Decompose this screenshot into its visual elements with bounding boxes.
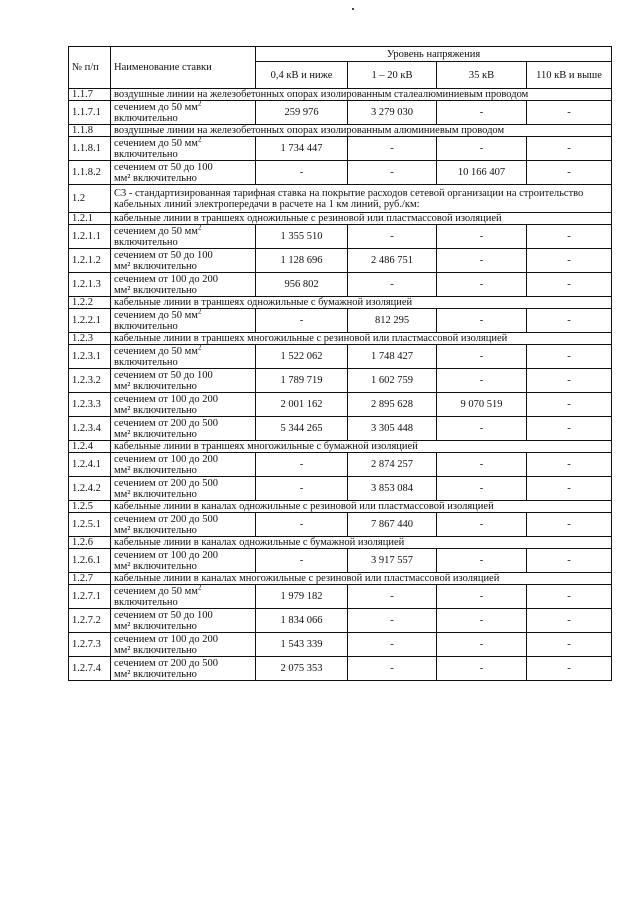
rate-value: 2 001 162 bbox=[256, 393, 348, 417]
rate-value: - bbox=[348, 633, 437, 657]
table-row bbox=[69, 513, 612, 537]
rate-value: - bbox=[256, 549, 348, 573]
rate-name-line2: включительно bbox=[114, 112, 178, 124]
row-number: 1.1.7.1 bbox=[69, 101, 111, 125]
rate-value: - bbox=[348, 273, 437, 297]
rate-value: 1 355 510 bbox=[256, 225, 348, 249]
rate-name-line2: включительно bbox=[114, 236, 178, 248]
rate-name bbox=[111, 417, 256, 441]
subsection-row bbox=[69, 297, 612, 309]
header-level-35kv: 35 кВ bbox=[437, 62, 527, 89]
rate-value: 812 295 bbox=[348, 309, 437, 333]
rate-value: 9 070 519 bbox=[437, 393, 527, 417]
rate-value: 5 344 265 bbox=[256, 417, 348, 441]
rate-name bbox=[111, 225, 256, 249]
table-row bbox=[69, 633, 612, 657]
header-voltage-group: Уровень напряжения bbox=[256, 47, 612, 62]
rate-name-line2: мм² включительно bbox=[114, 172, 197, 184]
rate-value: - bbox=[527, 101, 612, 125]
rate-value: - bbox=[256, 513, 348, 537]
rate-name-line2: мм² включительно bbox=[114, 668, 197, 680]
tariff-table bbox=[68, 46, 612, 681]
rate-name-line1: сечением от 100 до 200 bbox=[114, 549, 218, 561]
rate-value: 3 853 084 bbox=[348, 477, 437, 501]
rate-value: 2 486 751 bbox=[348, 249, 437, 273]
rate-name-line2: мм² включительно bbox=[114, 524, 197, 536]
rate-value: - bbox=[527, 609, 612, 633]
rate-value: 1 834 066 bbox=[256, 609, 348, 633]
rate-name bbox=[111, 657, 256, 681]
row-number: 1.2.7 bbox=[69, 573, 111, 585]
rate-value: - bbox=[527, 369, 612, 393]
rate-name-line1: сечением от 50 до 100 bbox=[114, 369, 213, 381]
rate-value: 2 895 628 bbox=[348, 393, 437, 417]
rate-value: - bbox=[348, 609, 437, 633]
section-title: кабельные линии в траншеях одножильные с бумажной изоляцией bbox=[111, 297, 612, 309]
subsection-row bbox=[69, 501, 612, 513]
rate-value: - bbox=[527, 513, 612, 537]
subsection-row bbox=[69, 537, 612, 549]
header-level-0-4kv: 0,4 кВ и ниже bbox=[256, 62, 348, 89]
table-row bbox=[69, 273, 612, 297]
rate-name-line2: включительно bbox=[114, 320, 178, 332]
row-number: 1.2.3.1 bbox=[69, 345, 111, 369]
table-row bbox=[69, 369, 612, 393]
rate-value: - bbox=[527, 417, 612, 441]
row-number: 1.2.4.1 bbox=[69, 453, 111, 477]
rate-name-line2: включительно bbox=[114, 148, 178, 160]
table-header bbox=[69, 47, 612, 89]
table-row bbox=[69, 393, 612, 417]
rate-value: - bbox=[256, 161, 348, 185]
rate-name-line2: мм² включительно bbox=[114, 620, 197, 632]
rate-name-line2: мм² включительно bbox=[114, 488, 197, 500]
table-row bbox=[69, 225, 612, 249]
rate-value: 1 522 062 bbox=[256, 345, 348, 369]
rate-value: 1 979 182 bbox=[256, 585, 348, 609]
rate-value: - bbox=[527, 585, 612, 609]
rate-value: - bbox=[437, 609, 527, 633]
rate-name bbox=[111, 137, 256, 161]
rate-name-line1: сечением от 200 до 500 bbox=[114, 657, 218, 669]
rate-value: - bbox=[527, 393, 612, 417]
rate-value: - bbox=[527, 249, 612, 273]
rate-value: 3 279 030 bbox=[348, 101, 437, 125]
row-number: 1.1.8.1 bbox=[69, 137, 111, 161]
section-title: воздушные линии на железобетонных опорах изолированным алюминиевым проводом bbox=[111, 125, 612, 137]
row-number: 1.2.7.3 bbox=[69, 633, 111, 657]
rate-name-line1: сечением от 100 до 200 bbox=[114, 633, 218, 645]
row-number: 1.2.7.1 bbox=[69, 585, 111, 609]
rate-value: - bbox=[527, 137, 612, 161]
row-number: 1.1.7 bbox=[69, 89, 111, 101]
rate-name bbox=[111, 453, 256, 477]
row-number: 1.2.4 bbox=[69, 441, 111, 453]
rate-name-line1: сечением до 50 мм bbox=[114, 225, 198, 237]
rate-name bbox=[111, 161, 256, 185]
rate-name-line1: сечением от 100 до 200 bbox=[114, 273, 218, 285]
section-title: кабельные линии в каналах многожильные с резиновой или пластмассовой изоляцией bbox=[111, 573, 612, 585]
rate-value: - bbox=[437, 101, 527, 125]
rate-name bbox=[111, 549, 256, 573]
rate-name-superscript: 2 bbox=[197, 99, 202, 107]
rate-name-line2: мм² включительно bbox=[114, 284, 197, 296]
row-number: 1.2.1.2 bbox=[69, 249, 111, 273]
table-row bbox=[69, 549, 612, 573]
subsection-row bbox=[69, 333, 612, 345]
rate-value: 1 748 427 bbox=[348, 345, 437, 369]
row-number: 1.2.3 bbox=[69, 333, 111, 345]
row-number: 1.2.7.4 bbox=[69, 657, 111, 681]
rate-value: - bbox=[527, 309, 612, 333]
rate-value: 3 305 448 bbox=[348, 417, 437, 441]
rate-name-superscript: 2 bbox=[197, 223, 202, 231]
rate-name-line2: мм² включительно bbox=[114, 404, 197, 416]
rate-name bbox=[111, 101, 256, 125]
section-title: кабельные линии в каналах одножильные с бумажной изоляцией bbox=[111, 537, 612, 549]
rate-name bbox=[111, 513, 256, 537]
row-number: 1.1.8 bbox=[69, 125, 111, 137]
rate-value: 956 802 bbox=[256, 273, 348, 297]
rate-name bbox=[111, 609, 256, 633]
rate-value: 259 976 bbox=[256, 101, 348, 125]
row-number: 1.2.2 bbox=[69, 297, 111, 309]
rate-value: - bbox=[527, 273, 612, 297]
subsection-row bbox=[69, 89, 612, 101]
section-title: С3 - стандартизированная тарифная ставка на покрытие расходов сетевой организации на строительство кабельных линий электропередачи в расчете на 1 км линий, руб./км: bbox=[111, 185, 612, 213]
rate-value: - bbox=[348, 657, 437, 681]
rate-name-line1: сечением от 50 до 100 bbox=[114, 249, 213, 261]
table-row bbox=[69, 249, 612, 273]
rate-value: 1 734 447 bbox=[256, 137, 348, 161]
section-title: воздушные линии на железобетонных опорах изолированным сталеалюминиевым проводом bbox=[111, 89, 612, 101]
rate-value: - bbox=[527, 225, 612, 249]
table-body bbox=[69, 89, 612, 681]
rate-value: 1 789 719 bbox=[256, 369, 348, 393]
rate-name-line1: сечением от 100 до 200 bbox=[114, 393, 218, 405]
rate-value: 3 917 557 bbox=[348, 549, 437, 573]
table-row bbox=[69, 585, 612, 609]
rate-value: 10 166 407 bbox=[437, 161, 527, 185]
rate-value: 2 874 257 bbox=[348, 453, 437, 477]
header-num: № п/п bbox=[69, 47, 111, 89]
rate-value: - bbox=[437, 453, 527, 477]
rate-value: - bbox=[527, 453, 612, 477]
rate-value: - bbox=[437, 417, 527, 441]
rate-value: - bbox=[348, 161, 437, 185]
rate-value: 1 543 339 bbox=[256, 633, 348, 657]
rate-name-superscript: 2 bbox=[197, 307, 202, 315]
row-number: 1.2.3.3 bbox=[69, 393, 111, 417]
section-title: кабельные линии в каналах одножильные с резиновой или пластмассовой изоляцией bbox=[111, 501, 612, 513]
subsection-row bbox=[69, 125, 612, 137]
rate-value: - bbox=[437, 633, 527, 657]
rate-name-line1: сечением от 200 до 500 bbox=[114, 417, 218, 429]
row-number: 1.2 bbox=[69, 185, 111, 213]
rate-value: - bbox=[437, 585, 527, 609]
rate-name-line2: мм² включительно bbox=[114, 464, 197, 476]
rate-value: - bbox=[437, 513, 527, 537]
rate-name-line2: мм² включительно bbox=[114, 644, 197, 656]
rate-name-line2: включительно bbox=[114, 596, 178, 608]
rate-value: - bbox=[348, 137, 437, 161]
row-number: 1.2.1 bbox=[69, 213, 111, 225]
rate-name bbox=[111, 477, 256, 501]
header-level-110kv: 110 кВ и выше bbox=[527, 62, 612, 89]
rate-name-line1: сечением от 200 до 500 bbox=[114, 513, 218, 525]
rate-value: - bbox=[437, 345, 527, 369]
rate-value: - bbox=[437, 477, 527, 501]
table-row bbox=[69, 417, 612, 441]
section-title: кабельные линии в траншеях многожильные с резиновой или пластмассовой изоляцией bbox=[111, 333, 612, 345]
rate-name-line1: сечением до 50 мм bbox=[114, 309, 198, 321]
rate-name-superscript: 2 bbox=[197, 135, 202, 143]
row-number: 1.2.4.2 bbox=[69, 477, 111, 501]
rate-value: - bbox=[437, 549, 527, 573]
rate-name-line1: сечением до 50 мм bbox=[114, 137, 198, 149]
header-level-1-20kv: 1 – 20 кВ bbox=[348, 62, 437, 89]
rate-value: - bbox=[527, 633, 612, 657]
header-name: Наименование ставки bbox=[111, 47, 256, 89]
rate-name bbox=[111, 585, 256, 609]
rate-value: 1 128 696 bbox=[256, 249, 348, 273]
rate-value: - bbox=[437, 273, 527, 297]
rate-value: - bbox=[437, 249, 527, 273]
rate-name bbox=[111, 273, 256, 297]
row-number: 1.2.6 bbox=[69, 537, 111, 549]
rate-value: - bbox=[437, 309, 527, 333]
rate-value: 7 867 440 bbox=[348, 513, 437, 537]
rate-name-line2: мм² включительно bbox=[114, 260, 197, 272]
table-row bbox=[69, 309, 612, 333]
rate-value: 2 075 353 bbox=[256, 657, 348, 681]
rate-name-line1: сечением до 50 мм bbox=[114, 345, 198, 357]
table-row bbox=[69, 161, 612, 185]
rate-value: 1 602 759 bbox=[348, 369, 437, 393]
rate-value: - bbox=[256, 477, 348, 501]
table-row bbox=[69, 477, 612, 501]
rate-name-line2: мм² включительно bbox=[114, 380, 197, 392]
rate-name bbox=[111, 345, 256, 369]
row-number: 1.2.6.1 bbox=[69, 549, 111, 573]
table-row bbox=[69, 453, 612, 477]
table-row bbox=[69, 609, 612, 633]
rate-name-superscript: 2 bbox=[197, 583, 202, 591]
rate-name-line2: включительно bbox=[114, 356, 178, 368]
rate-name bbox=[111, 249, 256, 273]
rate-value: - bbox=[437, 225, 527, 249]
table-row bbox=[69, 345, 612, 369]
rate-name-line1: сечением от 200 до 500 bbox=[114, 477, 218, 489]
rate-name-line2: мм² включительно bbox=[114, 428, 197, 440]
subsection-row bbox=[69, 441, 612, 453]
rate-value: - bbox=[527, 477, 612, 501]
subsection-row bbox=[69, 573, 612, 585]
table-row bbox=[69, 657, 612, 681]
rate-value: - bbox=[437, 369, 527, 393]
rate-name-superscript: 2 bbox=[197, 343, 202, 351]
rate-name bbox=[111, 393, 256, 417]
table-row bbox=[69, 137, 612, 161]
section-header-row bbox=[69, 185, 612, 213]
row-number: 1.2.1.1 bbox=[69, 225, 111, 249]
rate-value: - bbox=[256, 453, 348, 477]
table-row bbox=[69, 101, 612, 125]
rate-value: - bbox=[527, 657, 612, 681]
rate-name bbox=[111, 309, 256, 333]
rate-value: - bbox=[527, 161, 612, 185]
rate-value: - bbox=[348, 585, 437, 609]
rate-name bbox=[111, 369, 256, 393]
row-number: 1.2.7.2 bbox=[69, 609, 111, 633]
section-title: кабельные линии в траншеях многожильные с бумажной изоляцией bbox=[111, 441, 612, 453]
row-number: 1.2.3.2 bbox=[69, 369, 111, 393]
rate-name bbox=[111, 633, 256, 657]
rate-name-line1: сечением от 100 до 200 bbox=[114, 453, 218, 465]
rate-value: - bbox=[437, 657, 527, 681]
row-number: 1.2.5 bbox=[69, 501, 111, 513]
rate-value: - bbox=[348, 225, 437, 249]
row-number: 1.2.2.1 bbox=[69, 309, 111, 333]
subsection-row bbox=[69, 213, 612, 225]
rate-name-line2: мм² включительно bbox=[114, 560, 197, 572]
rate-value: - bbox=[527, 345, 612, 369]
rate-value: - bbox=[527, 549, 612, 573]
row-number: 1.1.8.2 bbox=[69, 161, 111, 185]
section-title: кабельные линии в траншеях одножильные с резиновой или пластмассовой изоляцией bbox=[111, 213, 612, 225]
row-number: 1.2.5.1 bbox=[69, 513, 111, 537]
rate-value: - bbox=[256, 309, 348, 333]
rate-name-line1: сечением от 50 до 100 bbox=[114, 161, 213, 173]
rate-name-line1: сечением от 50 до 100 bbox=[114, 609, 213, 621]
page-mark bbox=[352, 8, 354, 10]
rate-name-line1: сечением до 50 мм bbox=[114, 585, 198, 597]
row-number: 1.2.3.4 bbox=[69, 417, 111, 441]
rate-value: - bbox=[437, 137, 527, 161]
rate-name-line1: сечением до 50 мм bbox=[114, 101, 198, 113]
row-number: 1.2.1.3 bbox=[69, 273, 111, 297]
